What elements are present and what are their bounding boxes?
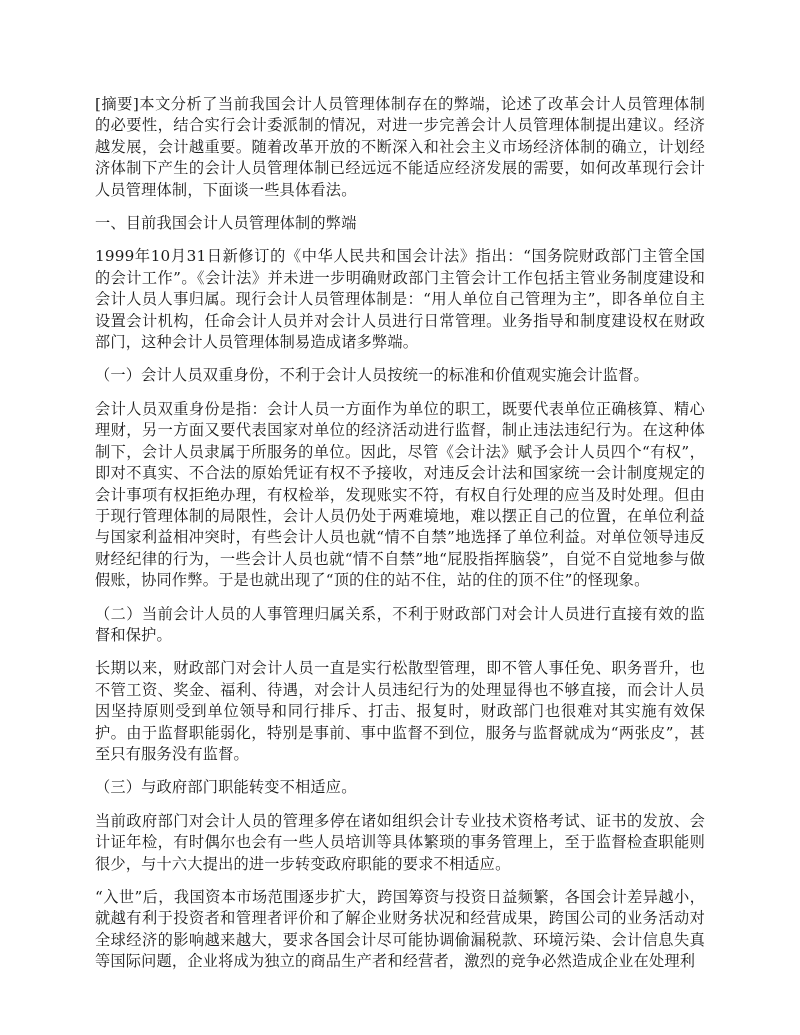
subsection-1-body: 会计人员双重身份是指：会计人员一方面作为单位的职工，既要代表单位正确核算、精心理财，另一方面又要代表国家对单位的经济活动进行监督，制止违法违纪行为。在这种体制下，会计人员隶属于所服务的单位。因此，尽管《会计法》赋予会计人员四个“有权”，即对不真实、不合法的原始凭证有权不予接收，对违反会计法和国家统一会计制度规定的会计事项有权拒绝办理，有权检举，发现账实不符，有权自行处理的应当及时处理。但由于现行管理体制的局限性，会计人员仍处于两难境地，难以摆正自己的位置，在单位利益与国家利益相冲突时，有些会计人员也就“情不自禁”地选择了单位利益。对单位领导违反财经纪律的行为，一些会计人员也就“情不自禁”地“屁股指挥脑袋”，自觉不自觉地参与做假账，协同作弊。于是也就出现了“顶的住的站不住，站的住的顶不住”的怪现象。 bbox=[95, 399, 705, 590]
subsection-3-body: 当前政府部门对会计人员的管理多停在诸如组织会计专业技术资格考试、证书的发放、会计证年检，有时偶尔也会有一些人员培训等具体繁琐的事务管理上，至于监督检查职能则很少，与十六大提出的进一步转变政府职能的要求不相适应。 bbox=[95, 811, 705, 873]
subsection-heading-3: （三）与政府部门职能转变不相适应。 bbox=[95, 778, 357, 797]
abstract-paragraph: [摘要]本文分析了当前我国会计人员管理体制存在的弊端，论述了改革会计人员管理体制的必要性，结合实行会计委派制的情况，对进一步完善会计人员管理体制提出建议。经济越发展，会计越重要。随着改革开放的不断深入和社会主义市场经济体制的确立，计划经济体制下产生的会计人员管理体制已经远远不能适应经济发展的需要，如何改革现行会计人员管理体制，下面谈一些具体看法。 bbox=[95, 95, 705, 199]
document-page bbox=[95, 94, 705, 985]
subsection-heading-2: （二）当前会计人员的人事管理归属关系，不利于财政部门对会计人员进行直接有效的监督和保护。 bbox=[95, 604, 705, 644]
wto-paragraph: “入世”后，我国资本市场范围逐步扩大，跨国筹资与投资日益频繁，各国会计差异越小，就越有利于投资者和管理者评价和了解企业财务状况和经营成果，跨国公司的业务活动对全球经济的影响越来越大，要求各国会计尽可能协调偷漏税款、环境污染、会计信息失真等国际问题，企业将成为独立的商品生产者和经营者，激烈的竞争必然造成企业在处理利 bbox=[95, 888, 705, 971]
subsection-2-body: 长期以来，财政部门对会计人员一直是实行松散型管理，即不管人事任免、职务晋升，也不管工资、奖金、福利、待遇，对会计人员违纪行为的处理显得也不够直接，而会计人员因坚持原则受到单位领导和同行排斥、打击、报复时，财政部门也很难对其实施有效保护。由于监督职能弱化，特别是事前、事中监督不到位，服务与监督就成为“两张皮”，甚至只有服务没有监督。 bbox=[95, 659, 705, 763]
section-1-intro-paragraph: 1999年10月31日新修订的《中华人民共和国会计法》指出：“国务院财政部门主管全国的会计工作”。《会计法》并未进一步明确财政部门主管会计工作包括主管业务制度建设和会计人员人事归属。现行会计人员管理体制是：“用人单位自己管理为主”，即各单位自主设置会计机构，任命会计人员并对会计人员进行日常管理。业务指导和制度建设权在财政部门，这种会计人员管理体制易造成诸多弊端。 bbox=[95, 247, 705, 352]
section-heading-1: 一、目前我国会计人员管理体制的弊端 bbox=[95, 214, 357, 233]
subsection-heading-1: （一）会计人员双重身份，不利于会计人员按统一的标准和价值观实施会计监督。 bbox=[95, 366, 649, 385]
